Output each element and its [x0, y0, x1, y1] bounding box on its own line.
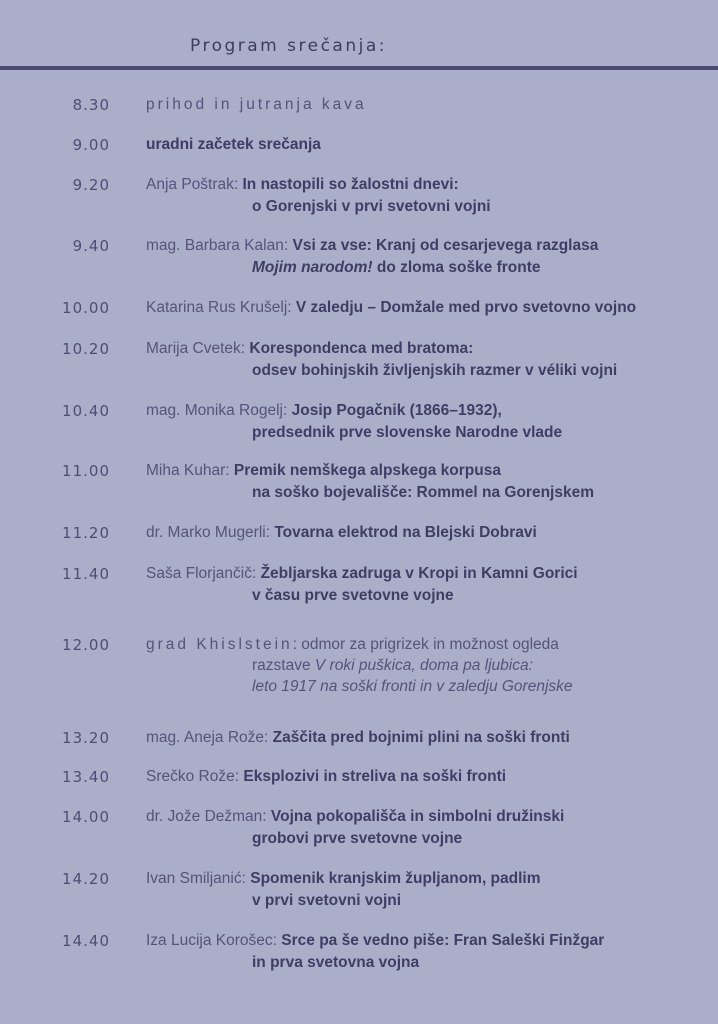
item-title: uradni začetek srečanja: [146, 136, 321, 153]
item-title: Srce pa še vedno piše: Fran Saleški Finžgar: [281, 932, 605, 949]
item-speaker: dr. Marko Mugerli:: [146, 524, 271, 541]
item-title: Vojna pokopališča in simbolni družinski: [270, 808, 565, 825]
item-speaker: dr. Jože Dežman:: [146, 808, 267, 825]
item-speaker: Katarina Rus Krušelj:: [146, 299, 292, 316]
item-speaker: mag. Barbara Kalan:: [146, 237, 289, 254]
item-time: 12.00: [62, 636, 110, 654]
item-title-continued: o Gorenjski v prvi svetovni vojni: [252, 198, 491, 215]
header-divider: [0, 66, 718, 70]
item-title: Eksplozivi in streliva na soški fronti: [243, 768, 507, 785]
item-time: 11.40: [62, 565, 110, 583]
item-title-continued: v času prve svetovne vojne: [252, 587, 454, 604]
item-title-italic: Mojim narodom!: [252, 259, 373, 276]
item-speaker: Ivan Smiljanić:: [146, 870, 246, 887]
item-time: 9.00: [72, 136, 110, 154]
item-exhibition-title: V roki puškica, doma pa ljubica:: [314, 657, 533, 674]
item-title: Tovarna elektrod na Blejski Dobravi: [274, 524, 537, 541]
item-title: Spomenik kranjskim župljanom, padlim: [250, 870, 541, 887]
item-time: 13.40: [62, 768, 110, 786]
item-title: Zaščita pred bojnimi plini na soški fronti: [272, 729, 570, 746]
item-speaker: Anja Poštrak:: [146, 176, 239, 193]
item-time: 10.00: [62, 299, 110, 317]
item-text: : odmor za prigrizek in možnost ogleda: [292, 636, 559, 653]
item-time: 10.20: [62, 340, 110, 358]
item-title-continued: v prvi svetovni vojni: [252, 892, 402, 909]
item-title: Josip Pogačnik (1866–1932),: [291, 402, 502, 419]
item-title: V zaledju – Domžale med prvo svetovno vojno: [295, 299, 637, 316]
item-title-continued: predsednik prve slovenske Narodne vlade: [252, 424, 563, 441]
item-time: 11.20: [62, 524, 110, 542]
item-title-continued: do zloma soške fronte: [376, 259, 541, 276]
item-speaker: Saša Florjančič:: [146, 565, 257, 582]
page-title: Program srečanja:: [190, 36, 387, 56]
item-title: Premik nemškega alpskega korpusa: [233, 462, 501, 479]
item-speaker: Miha Kuhar:: [146, 462, 230, 479]
item-title-continued: grobovi prve svetovne vojne: [252, 830, 463, 847]
item-title: Korespondenca med bratoma:: [249, 340, 474, 357]
item-time: 14.00: [62, 808, 110, 826]
item-title: Žebljarska zadruga v Kropi in Kamni Gorici: [260, 565, 578, 582]
item-time: 14.20: [62, 870, 110, 888]
item-time: 9.20: [72, 176, 110, 194]
item-lead: prihod in jutranja kava: [146, 96, 367, 113]
item-time: 14.40: [62, 932, 110, 950]
item-speaker: mag. Aneja Rože:: [146, 729, 269, 746]
item-title-continued: odsev bohinjskih življenjskih razmer v véliki vojni: [252, 362, 618, 379]
item-place: grad Khislstein: [146, 636, 293, 653]
item-time: 8.30: [72, 96, 110, 114]
item-text: razstave: [252, 657, 311, 674]
item-title-continued: in prva svetovna vojna: [252, 954, 420, 971]
item-title-continued: na soško bojevališče: Rommel na Gorenjskem: [252, 484, 594, 501]
item-speaker: Marija Cvetek:: [146, 340, 246, 357]
item-title: Vsi za vse: Kranj od cesarjevega razglasa: [292, 237, 599, 254]
item-time: 9.40: [72, 237, 110, 255]
item-time: 10.40: [62, 402, 110, 420]
item-time: 13.20: [62, 729, 110, 747]
item-speaker: Srečko Rože:: [146, 768, 240, 785]
item-speaker: mag. Monika Rogelj:: [146, 402, 288, 419]
item-title: In nastopili so žalostni dnevi:: [242, 176, 459, 193]
item-speaker: Iza Lucija Korošec:: [146, 932, 277, 949]
item-exhibition-subtitle: leto 1917 na soški fronti in v zaledju Gorenjske: [252, 678, 573, 695]
item-time: 11.00: [62, 462, 110, 480]
